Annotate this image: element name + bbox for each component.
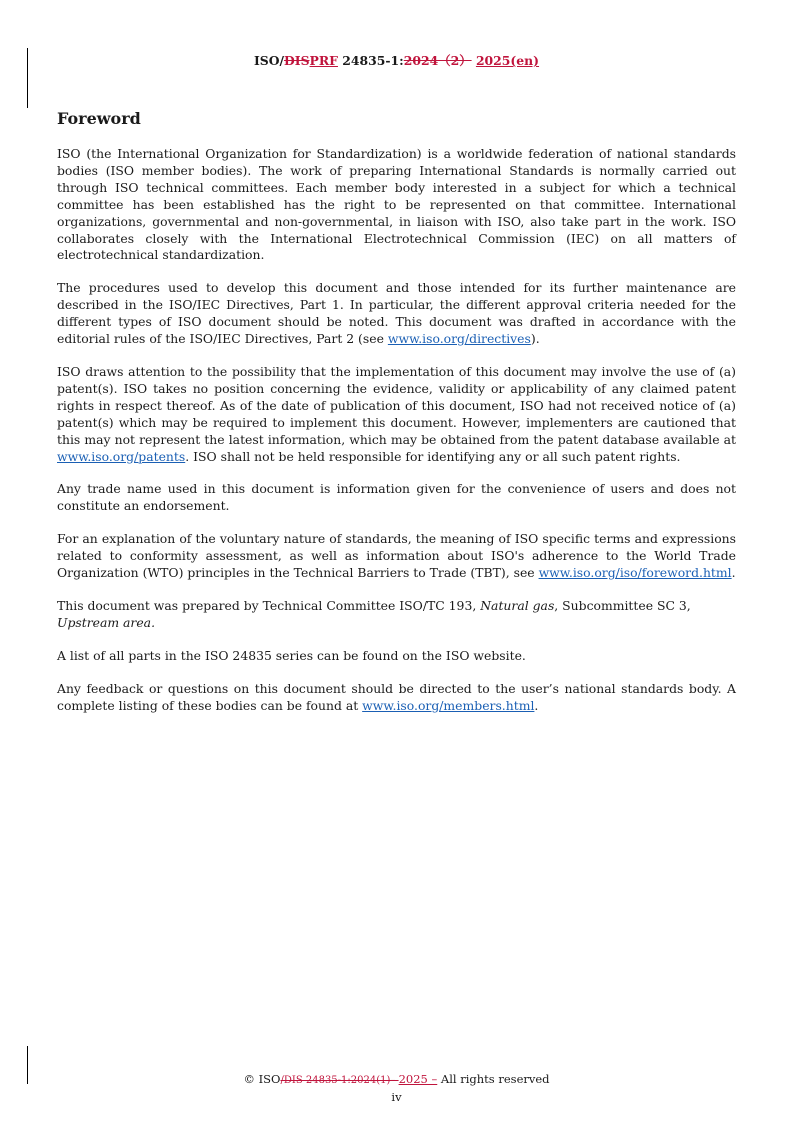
paragraph-voluntary-nature [57, 531, 736, 582]
foreword-body [57, 146, 736, 730]
paragraph-feedback [57, 681, 736, 715]
foreword-link[interactable]: www.iso.org/iso/foreword.html [538, 565, 732, 581]
footer-inserted-year: 2025 – [398, 1072, 438, 1086]
paragraph-parts-list: A list of all parts in the ISO 24835 series can be found on the ISO website. [57, 647, 526, 663]
paragraph-iso-intro: ISO (the International Organization for Standardization) is a worldwide federation of national standards bodies (ISO member bodies). The work of preparing International Standards is normally carried out through ISO technical committees. Each member body interested in a subject for which a technical committee has been established has the right to be represented on that committee. International organizations, governmental and non-governmental, in liaison with ISO, also take part in the work. ISO collaborates closely with the International Electrotechnical Commission (IEC) on all matters of electrotechnical standardization. [57, 146, 736, 263]
paragraph-committee [57, 598, 736, 632]
paragraph-voluntary-text: For an explanation of the voluntary nature of standards, the meaning of ISO specific terms and expressions related to conformity assessment, as well as information about ISO's adherence to the World Trade Organization (WTO) principles in the Technical Barriers to Trade (TBT), see [57, 531, 736, 581]
paragraph-procedures [57, 280, 736, 348]
paragraph-trade-name: Any trade name used in this document is information given for the convenience of users and does not constitute an endorsement. [57, 481, 736, 514]
document-footer [0, 1071, 793, 1105]
feedback-end: . [534, 697, 539, 713]
committee-subcommittee: , Subcommittee SC 3, [554, 597, 691, 613]
paragraph-patents-text: ISO draws attention to the possibility that the implementation of this document may involve the use of (a) patent(s). ISO takes no position concerning the evidence, validity or applicability of any claimed patent rights in respect thereof. As of the date of publication of this document, ISO had not received notice of (a) patent(s) which may be required to implement this document. However, implementers are cautioned that this may not represent the latest information, which may be obtained from the patent database available at [57, 363, 736, 447]
directives-link[interactable]: www.iso.org/directives [387, 331, 531, 347]
paragraph-voluntary-end: . [731, 565, 736, 581]
footer-deleted-reference: /DIS 24835-1:2024(1)– [280, 1075, 399, 1086]
header-inserted-year: 2025(en) [475, 53, 540, 68]
header-deleted-stage: DIS [284, 53, 310, 68]
members-link[interactable]: www.iso.org/members.html [362, 697, 535, 713]
committee-text: This document was prepared by Technical Committee ISO/TC 193, [57, 597, 481, 613]
patents-link[interactable]: www.iso.org/patents [57, 448, 186, 464]
page-number: iv [391, 1090, 402, 1104]
header-inserted-stage: PRF [309, 53, 338, 68]
paragraph-procedures-text: The procedures used to develop this document and those intended for its further maintenance are described in the ISO/IEC Directives, Part 1. In particular, the different approval criteria needed for the different types of ISO document should be noted. This document was drafted in accordance with the editorial rules of the ISO/IEC Directives, Part 2 (see [57, 280, 736, 347]
copyright-line [0, 1071, 793, 1089]
copyright-symbol: © ISO [243, 1072, 281, 1086]
foreword-title: Foreword [57, 109, 141, 128]
header-prefix: ISO/ [253, 53, 285, 68]
paragraph-patents [57, 364, 736, 465]
footer-rights: All rights reserved [437, 1072, 550, 1086]
header-deleted-year: 2024（2） [403, 53, 472, 68]
paragraph-patents-end: . ISO shall not be held responsible for identifying any or all such patent rights. [185, 448, 681, 464]
header-number: 24835-1: [337, 53, 404, 68]
committee-natural-gas: Natural gas [480, 597, 555, 613]
paragraph-procedures-end: ). [530, 331, 540, 347]
document-header [0, 51, 793, 69]
committee-upstream-area: Upstream area. [57, 614, 156, 630]
feedback-text: Any feedback or questions on this document should be directed to the user’s national standards body. A complete listing of these bodies can be found at [57, 680, 736, 713]
